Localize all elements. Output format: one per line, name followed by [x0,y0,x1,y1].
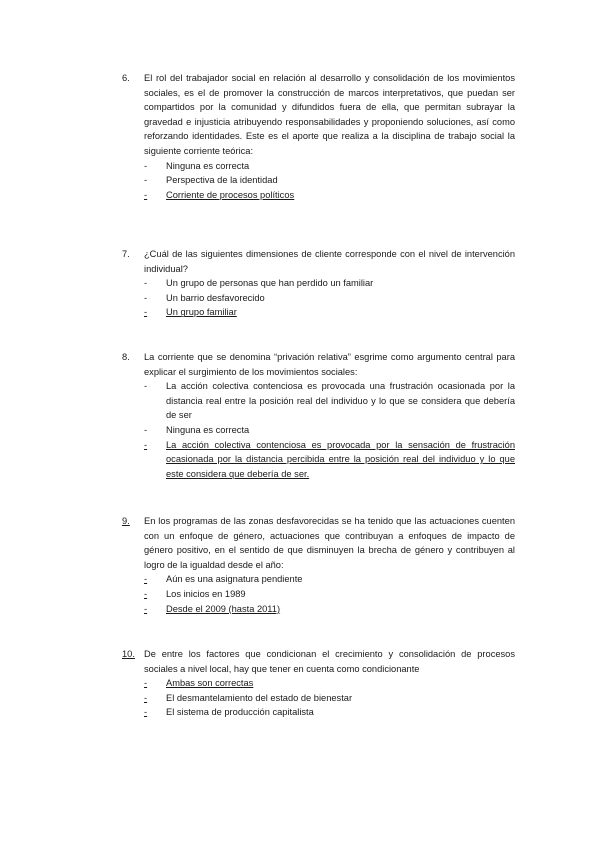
option-item[interactable] [122,291,515,306]
option-text: Un barrio desfavorecido [166,292,265,303]
option-item[interactable] [122,173,515,188]
option-dash: - [144,678,148,689]
option-dash: - [144,307,148,318]
option-text: Un grupo familiar [166,307,237,318]
option-dash: - [144,439,148,450]
question-9 [122,514,515,616]
option-item[interactable] [122,159,515,174]
option-dash: - [144,692,148,703]
question-6 [122,71,515,202]
option-item[interactable] [122,379,515,423]
option-dash: - [144,603,148,614]
option-text: Ninguna es correcta [166,160,250,171]
option-dash: - [144,588,148,599]
options-list [144,276,515,320]
option-dash: - [144,160,148,171]
option-text: Un grupo de personas que han perdido un familiar [166,278,374,289]
question-number: 8. [122,352,130,362]
option-dash: - [144,278,148,289]
option-item-selected[interactable] [122,305,515,320]
question-text: ¿Cuál de las siguientes dimensiones de cliente corresponde con el nivel de intervención individual? [144,249,515,274]
option-dash: - [144,189,148,200]
option-text: La acción colectiva contenciosa es provocada una frustración ocasionada por la distancia real entre la posición real del individuo y lo que se considera que debería de ser [166,381,515,421]
question-number: 10. [122,649,135,659]
question-8 [122,350,515,481]
question-7 [122,247,515,320]
question-text: De entre los factores que condicionan el crecimiento y consolidación de procesos sociales a nivel local, hay que tener en cuenta como condicionante [144,649,515,674]
option-text: El desmantelamiento del estado de bienestar [166,692,353,703]
option-text: Ninguna es correcta [166,424,250,435]
option-item-selected[interactable] [122,676,515,691]
option-text: Aún es una asignatura pendiente [166,574,303,585]
option-text: Corriente de procesos políticos [166,189,295,200]
option-text: Los inicios en 1989 [166,588,246,599]
options-list [144,572,515,616]
option-item[interactable] [122,423,515,438]
option-dash: - [144,381,148,392]
option-item-selected[interactable] [122,602,515,617]
options-list [144,159,515,203]
question-text: El rol del trabajador social en relación al desarrollo y consolidación de los movimientos sociales, es el de promover la construcción de marcos interpretativos, que puedan ser compartidos por la comunidad y difundidos fuera de ella, que permitan subrayar la gravedad e injusticia atribuyendo responsabilidades y proponiendo soluciones, así como reforzando identidades. Este es el aporte que realiza a la disciplina de trabajo social la siguiente corriente teórica: [144,73,515,156]
option-dash: - [144,175,148,186]
option-item[interactable] [122,572,515,587]
options-list [144,676,515,720]
question-number: 9. [122,516,130,526]
option-dash: - [144,424,148,435]
option-dash: - [144,707,148,718]
option-dash: - [144,292,148,303]
option-item[interactable] [122,691,515,706]
option-item[interactable] [122,276,515,291]
question-number: 6. [122,73,130,83]
option-text: Perspectiva de la identidad [166,175,278,186]
option-text: La acción colectiva contenciosa es provocada por la sensación de frustración ocasionada por la distancia percibida entre la posición real del individuo y lo que este considera que debería de ser. [166,439,515,479]
question-number: 7. [122,249,130,259]
option-text: El sistema de producción capitalista [166,707,314,718]
options-list [144,379,515,481]
option-text: Ambas son correctas [166,678,254,689]
option-text: Desde el 2009 (hasta 2011) [166,603,281,614]
option-item-selected[interactable] [122,188,515,203]
option-item[interactable] [122,587,515,602]
option-item-selected[interactable] [122,438,515,482]
question-text: La corriente que se denomina “privación relativa” esgrime como argumento central para explicar el surgimiento de los movimientos sociales: [144,352,515,377]
question-text: En los programas de las zonas desfavorecidas se ha tenido que las actuaciones cuenten con un enfoque de género, actuaciones que contribuyan a enfoques de impacto de género positivo, en el sentido de que disminuyen la brecha de género y contribuyen al logro de la igualdad desde el año: [144,516,515,570]
option-item[interactable] [122,705,515,720]
option-dash: - [144,574,148,585]
question-10 [122,647,515,720]
